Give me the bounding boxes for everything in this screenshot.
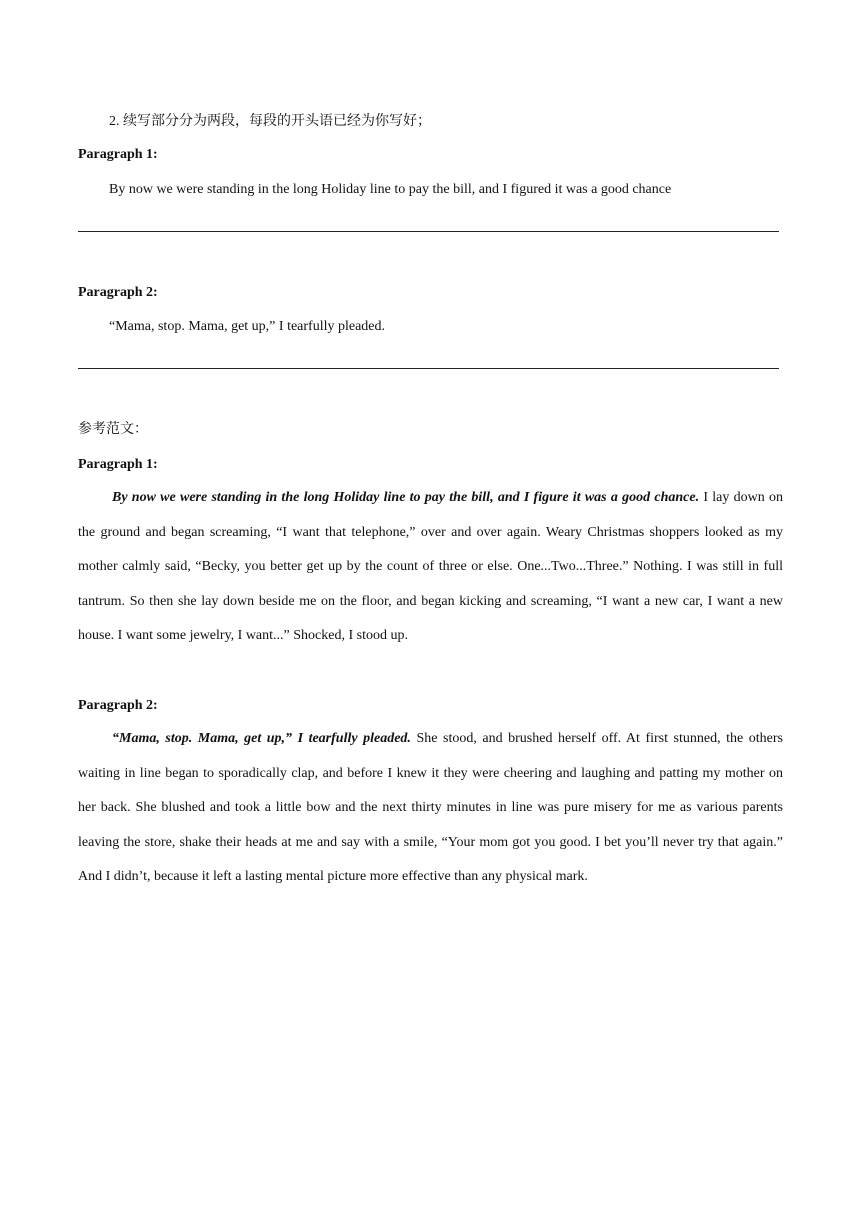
reference-paragraph-1-lead: By now we were standing in the long Holiday line to pay the bill, and I figure it was a good chance.: [112, 490, 700, 505]
reference-paragraph-1-heading: Paragraph 1:: [78, 457, 158, 472]
instruction-item-2: 2. 续写部分分为两段，每段的开头语已经为你写好；: [109, 114, 431, 129]
task-paragraph-1-heading: Paragraph 1:: [78, 147, 158, 162]
task-paragraph-2-heading: Paragraph 2:: [78, 285, 158, 300]
reference-paragraph-2-body: She stood, and brushed herself off. At first stunned, the others waiting in line began to sporadically clap, and before I knew it they were cheering and laughing and patting my mother on her back. She blushed and took a little bow and the next thirty minutes in line was pure misery for me as various parents leaving the store, shake their heads at me and say with a smile, “Your mom got you good. I bet you’ll never try that again.” And I didn’t, because it left a lasting mental picture more effective than any physical mark.: [78, 731, 783, 885]
reference-paragraph-2-heading: Paragraph 2:: [78, 698, 158, 713]
answer-line-2: [78, 368, 779, 369]
reference-paragraph-1: [78, 481, 783, 654]
reference-paragraph-1-body: I lay down on the ground and began screaming, “I want that telephone,” over and over again. Weary Christmas shoppers looked as my mother calmly said, “Becky, you better get up by the count of three or else. One...Two...Three.” Nothing. I was still in full tantrum. So then she lay down beside me on the floor, and began kicking and screaming, “I want a new car, I want a new house. I want some jewelry, I want...” Shocked, I stood up.: [78, 490, 783, 644]
reference-paragraph-2: [78, 722, 783, 895]
reference-paragraph-2-lead: “Mama, stop. Mama, get up,” I tearfully pleaded.: [112, 731, 411, 746]
task-paragraph-2-starter: “Mama, stop. Mama, get up,” I tearfully pleaded.: [109, 319, 386, 334]
reference-label: 参考范文：: [78, 422, 148, 437]
task-paragraph-1-starter: By now we were standing in the long Holiday line to pay the bill, and I figured it was a good chance: [109, 182, 672, 197]
answer-line-1: [78, 231, 779, 232]
